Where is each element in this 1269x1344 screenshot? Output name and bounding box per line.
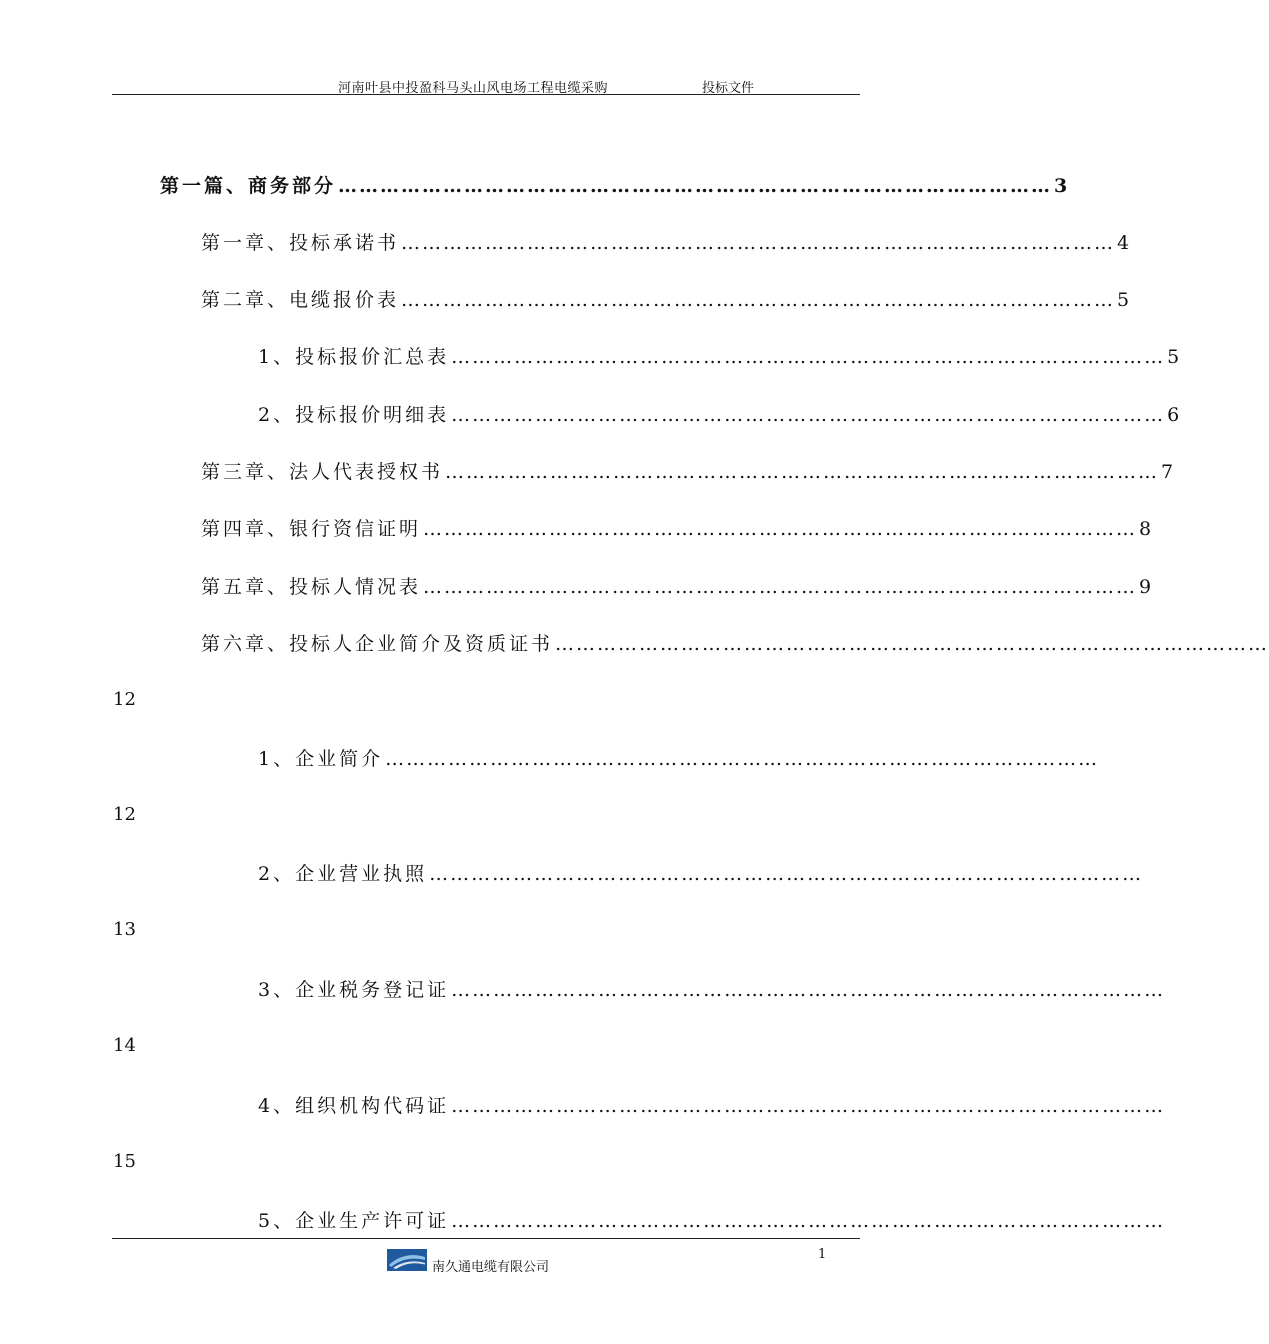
toc-entry[interactable] — [258, 1206, 1166, 1233]
toc-leader-dots: ………………………………………………………………………………………… — [429, 863, 1144, 885]
toc-leader-dots: ………………………………………………………………………………………… — [451, 404, 1166, 426]
toc-entry-label: 第一章、投标承诺书 — [201, 232, 400, 254]
toc-entry-label: 5、企业生产许可证 — [258, 1210, 450, 1232]
toc-entry-page: 4 — [1117, 232, 1130, 254]
toc-leader-dots: ………………………………………………………………………………………… — [423, 576, 1138, 598]
toc-entry-page: 5 — [1167, 346, 1180, 368]
toc-entry-page: 15 — [113, 1151, 136, 1172]
toc-leader-dots: ………………………………………………………………………………………… — [451, 1095, 1166, 1117]
toc-entry[interactable] — [258, 975, 1166, 1002]
header-project-title: 河南叶县中投盈科马头山风电场工程电缆采购 — [338, 81, 609, 96]
toc-entry[interactable] — [201, 514, 1152, 541]
toc-leader-dots: ………………………………………………………………………………………… — [385, 748, 1100, 770]
toc-leader-dots: ………………………………………………………………………………………… — [451, 1210, 1166, 1232]
toc-entry[interactable] — [258, 1091, 1166, 1118]
toc-entry[interactable] — [258, 342, 1180, 369]
toc-leader-dots: ………………………………………………………………………………………… — [555, 633, 1269, 655]
toc-entry-label: 2、投标报价明细表 — [258, 404, 450, 426]
toc-entry[interactable] — [201, 629, 1269, 656]
toc-entry-page: 6 — [1167, 404, 1180, 426]
toc-entry[interactable] — [258, 859, 1144, 886]
toc-entry[interactable] — [201, 457, 1174, 484]
toc-entry-label: 4、组织机构代码证 — [258, 1095, 450, 1117]
toc-entry-page: 8 — [1139, 518, 1152, 540]
toc-entry-page: 5 — [1117, 289, 1130, 311]
toc-leader-dots: ………………………………………………………………………………………… — [338, 175, 1053, 197]
toc-entry-label: 3、企业税务登记证 — [258, 979, 450, 1001]
toc-entry-label: 第六章、投标人企业简介及资质证书 — [201, 633, 554, 655]
company-logo-icon — [387, 1249, 427, 1271]
toc-entry-label: 1、企业简介 — [258, 748, 384, 770]
toc-entry-page: 7 — [1161, 461, 1174, 483]
toc-entry-page: 9 — [1139, 576, 1152, 598]
toc-leader-dots: ………………………………………………………………………………………… — [401, 289, 1116, 311]
toc-entry-label: 第二章、电缆报价表 — [201, 289, 400, 311]
toc-entry-page: 13 — [113, 919, 136, 940]
footer-divider — [112, 1238, 860, 1239]
toc-entry-page: 3 — [1054, 175, 1068, 197]
toc-entry[interactable] — [201, 285, 1130, 312]
toc-entry-label: 2、企业营业执照 — [258, 863, 428, 885]
toc-leader-dots: ………………………………………………………………………………………… — [401, 232, 1116, 254]
toc-entry-label: 第五章、投标人情况表 — [201, 576, 422, 598]
toc-leader-dots: ………………………………………………………………………………………… — [451, 346, 1166, 368]
toc-entry[interactable] — [201, 572, 1152, 599]
toc-entry[interactable] — [160, 171, 1068, 198]
header-divider — [112, 94, 860, 95]
toc-entry-label: 第三章、法人代表授权书 — [201, 461, 444, 483]
toc-entry[interactable] — [258, 744, 1100, 771]
header-doc-label: 投标文件 — [702, 81, 755, 96]
toc-entry[interactable] — [201, 228, 1130, 255]
toc-entry-label: 第四章、银行资信证明 — [201, 518, 422, 540]
footer-page-number: 1 — [818, 1247, 827, 1262]
toc-leader-dots: ………………………………………………………………………………………… — [451, 979, 1166, 1001]
footer-company-name: 南久通电缆有限公司 — [432, 1260, 550, 1275]
toc-leader-dots: ………………………………………………………………………………………… — [445, 461, 1160, 483]
toc-leader-dots: ………………………………………………………………………………………… — [423, 518, 1138, 540]
toc-entry-page: 12 — [113, 804, 136, 825]
toc-entry-label: 第一篇、商务部分 — [160, 175, 337, 197]
toc-entry-page: 12 — [113, 689, 136, 710]
toc-entry-page: 14 — [113, 1035, 136, 1056]
toc-entry-label: 1、投标报价汇总表 — [258, 346, 450, 368]
toc-entry[interactable] — [258, 400, 1180, 427]
